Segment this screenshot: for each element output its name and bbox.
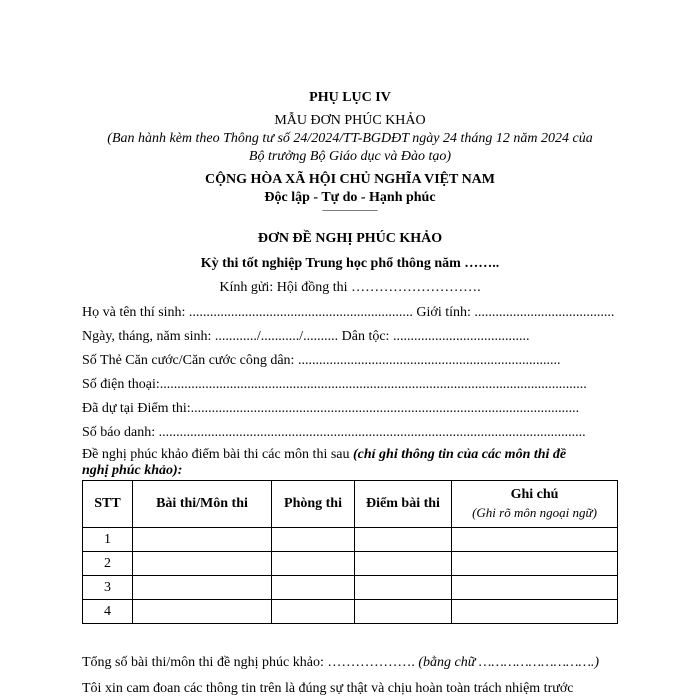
room-cell bbox=[272, 528, 355, 552]
note-cell bbox=[452, 600, 618, 624]
score-cell bbox=[355, 576, 452, 600]
header-subject: Bài thi/Môn thi bbox=[133, 481, 272, 528]
exam-line: Kỳ thi tốt nghiệp Trung học phổ thông năm …….. bbox=[200, 256, 500, 271]
table-row bbox=[83, 552, 618, 576]
room-cell bbox=[272, 600, 355, 624]
field-exam-site: Đã dự tại Điểm thi:............................................................................................................... bbox=[82, 401, 580, 416]
document-title: ĐƠN ĐỀ NGHỊ PHÚC KHẢO bbox=[257, 231, 443, 246]
header-score: Điểm bài thi bbox=[355, 481, 452, 528]
score-cell bbox=[355, 600, 452, 624]
total-line bbox=[82, 655, 599, 671]
motto-underline: –––––––––– bbox=[322, 204, 378, 216]
table-row bbox=[83, 576, 618, 600]
header-note-title: Ghi chú bbox=[510, 487, 559, 502]
row-number: 4 bbox=[83, 600, 133, 624]
subject-cell bbox=[133, 576, 272, 600]
note-cell bbox=[452, 576, 618, 600]
header-room: Phòng thi bbox=[272, 481, 355, 528]
header-stt: STT bbox=[83, 481, 133, 528]
subject-cell bbox=[133, 552, 272, 576]
appendix-heading: PHỤ LỤC IV bbox=[309, 90, 391, 105]
table-row bbox=[83, 528, 618, 552]
field-phone: Số điện thoại:.......................................................................................................................... bbox=[82, 377, 587, 392]
room-cell bbox=[272, 576, 355, 600]
form-name: MẪU ĐƠN PHÚC KHẢO bbox=[274, 113, 426, 128]
issued-by-line-1: (Ban hành kèm theo Thông tư số 24/2024/TT-BGDĐT ngày 24 tháng 12 năm 2024 của bbox=[107, 131, 593, 146]
request-note-2: nghị phúc khảo): bbox=[82, 463, 183, 478]
issued-by-line-2: Bộ trưởng Bộ Giáo dục và Đào tạo) bbox=[248, 149, 452, 164]
field-id-card: Số Thẻ Căn cước/Căn cước công dân: ........................................................................... bbox=[82, 353, 561, 368]
field-date-of-birth: Ngày, tháng, năm sinh: ............/.........../.......... Dân tộc: ....................................... bbox=[82, 329, 530, 344]
header-note bbox=[452, 481, 618, 528]
note-cell bbox=[452, 528, 618, 552]
request-text: Đề nghị phúc khảo điểm bài thi các môn thi sau bbox=[82, 447, 353, 462]
request-line-1 bbox=[82, 447, 566, 463]
request-note-1: (chỉ ghi thông tin của các môn thi đề bbox=[353, 447, 567, 462]
subject-cell bbox=[133, 528, 272, 552]
subject-cell bbox=[133, 600, 272, 624]
score-cell bbox=[355, 528, 452, 552]
field-candidate-number: Số báo danh: .......................................................................................................................... bbox=[82, 425, 586, 440]
room-cell bbox=[272, 552, 355, 576]
motto: Độc lập - Tự do - Hạnh phúc bbox=[264, 190, 436, 205]
header-note-sub: (Ghi rõ môn ngoại ngữ) bbox=[472, 505, 597, 520]
field-candidate-name: Họ và tên thí sinh: ................................................................ Giới tính: ........................................ bbox=[82, 305, 615, 320]
row-number: 1 bbox=[83, 528, 133, 552]
addressee: Kính gửi: Hội đồng thi ………………………. bbox=[219, 280, 481, 295]
note-cell bbox=[452, 552, 618, 576]
total-text: Tổng số bài thi/môn thi đề nghị phúc khảo: ………………. bbox=[82, 655, 419, 670]
commitment-line: Tôi xin cam đoan các thông tin trên là đúng sự thật và chịu hoàn toàn trách nhiệm trước bbox=[82, 681, 574, 696]
table-header-row bbox=[83, 481, 618, 528]
row-number: 2 bbox=[83, 552, 133, 576]
table-row bbox=[83, 600, 618, 624]
country-name: CỘNG HÒA XÃ HỘI CHỦ NGHĨA VIỆT NAM bbox=[204, 172, 495, 187]
score-cell bbox=[355, 552, 452, 576]
row-number: 3 bbox=[83, 576, 133, 600]
total-in-words: (bằng chữ ……………………….) bbox=[418, 655, 600, 670]
subjects-table bbox=[82, 480, 618, 624]
